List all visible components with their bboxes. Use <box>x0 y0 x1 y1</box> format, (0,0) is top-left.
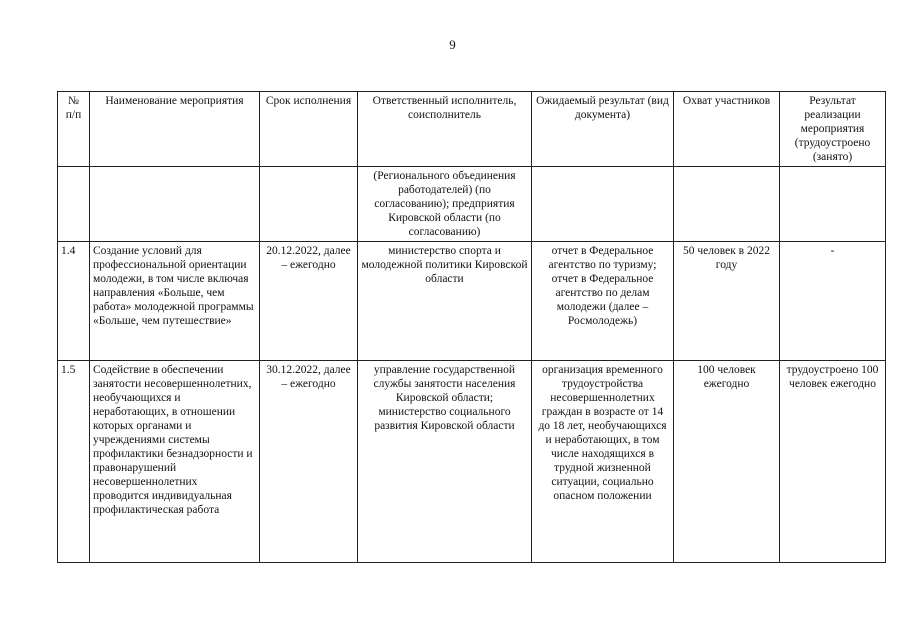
header-number: № п/п <box>58 92 90 167</box>
cell-event-name: Создание условий для профессиональной ориентации молодежи, в том числе включая направления «Больше, чем работа» молодежной программы «Больше, чем путешествие» <box>90 242 260 361</box>
cell-event-name: Содействие в обеспечении занятости несовершеннолетних, необучающихся и неработающих, в отношении которых органами и учреждениями системы профилактики безнадзорности и правонарушений несовершеннолетних проводится индивидуальная профилактическая работа <box>90 361 260 563</box>
header-coverage: Охват участников <box>674 92 780 167</box>
page-number: 9 <box>449 37 456 52</box>
header-expected-result: Ожидаемый результат (вид документа) <box>532 92 674 167</box>
cell-executor: (Регионального объединения работодателей) (по согласованию); предприятия Кировской области (по согласованию) <box>358 167 532 242</box>
cell-coverage <box>674 167 780 242</box>
header-event-name: Наименование мероприятия <box>90 92 260 167</box>
cell-deadline: 20.12.2022, далее – ежегодно <box>260 242 358 361</box>
cell-deadline <box>260 167 358 242</box>
table-header-row <box>58 92 886 167</box>
cell-expected-result <box>532 167 674 242</box>
table-row <box>58 361 886 563</box>
cell-coverage: 100 человек ежегодно <box>674 361 780 563</box>
header-executor: Ответственный исполнитель, соисполнитель <box>358 92 532 167</box>
cell-outcome: трудоустроено 100 человек ежегодно <box>780 361 886 563</box>
cell-number <box>58 167 90 242</box>
cell-executor: управление государственной службы занятости населения Кировской области; министерство социального развития Кировской области <box>358 361 532 563</box>
events-table <box>57 91 886 563</box>
cell-deadline: 30.12.2022, далее – ежегодно <box>260 361 358 563</box>
cell-event-name <box>90 167 260 242</box>
cell-executor: министерство спорта и молодежной политики Кировской области <box>358 242 532 361</box>
cell-number: 1.4 <box>58 242 90 361</box>
cell-expected-result: организация временного трудоустройства несовершеннолетних граждан в возрасте от 14 до 18 лет, необучающихся и неработающих, в том числе находящихся в трудной жизненной ситуации, социально опасном положении <box>532 361 674 563</box>
cell-outcome <box>780 167 886 242</box>
cell-coverage: 50 человек в 2022 году <box>674 242 780 361</box>
cell-number: 1.5 <box>58 361 90 563</box>
cell-expected-result: отчет в Федеральное агентство по туризму; отчет в Федеральное агентство по делам молодежи (далее – Росмолодежь) <box>532 242 674 361</box>
header-outcome: Результат реализации мероприятия (трудоустроено (занято) <box>780 92 886 167</box>
table-row <box>58 242 886 361</box>
table-row <box>58 167 886 242</box>
header-deadline: Срок исполнения <box>260 92 358 167</box>
cell-outcome: - <box>780 242 886 361</box>
